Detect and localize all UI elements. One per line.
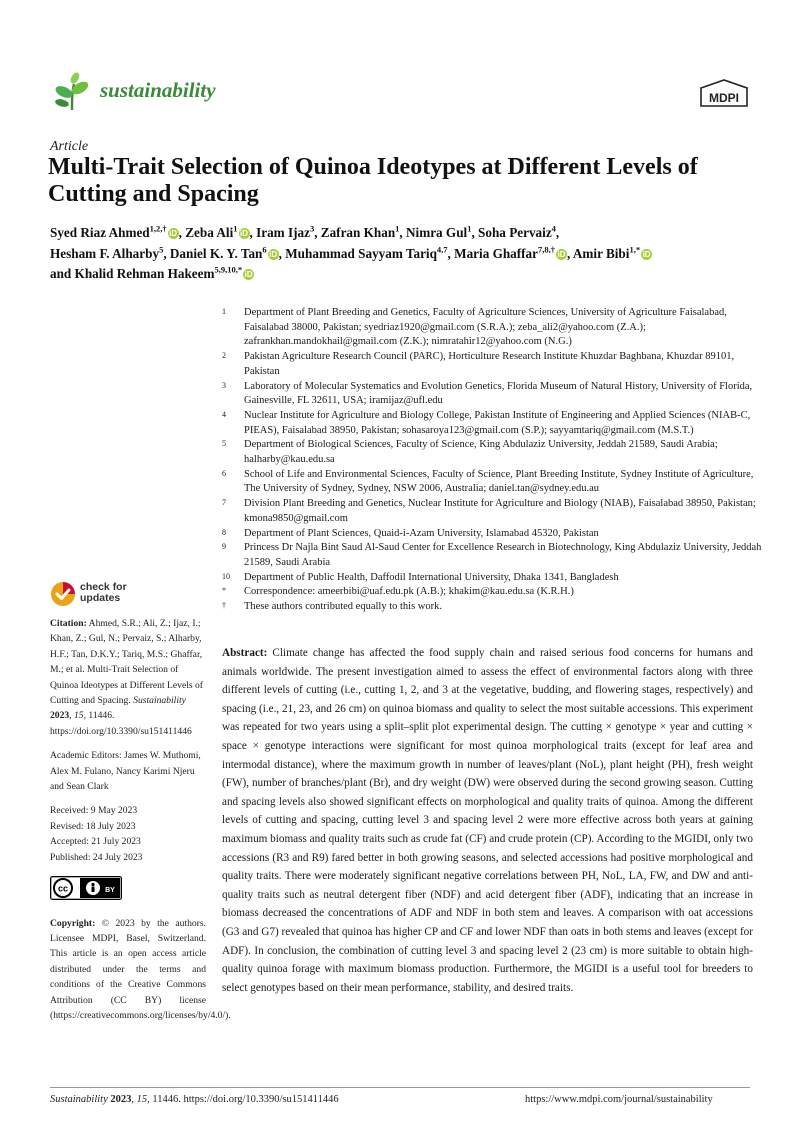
affiliation-marker: † xyxy=(222,601,226,611)
date-published: Published: 24 July 2023 xyxy=(50,851,143,863)
affiliation-text: Nuclear Institute for Agriculture and Biology College, Pakistan Institute of Engineering and Applied Sciences (NIAB-C, PIEAS), Faisalabad 38950, Pakistan; sohasaroya123@gmail.com (S.P.); sayyamtariq@gmail.com (M.S.T.) xyxy=(244,409,751,436)
author-separator: , xyxy=(555,225,560,240)
footer-divider xyxy=(50,1087,750,1088)
footer-year: 2023 xyxy=(110,1094,132,1105)
author-separator: , xyxy=(471,225,479,240)
footer-volume: 15 xyxy=(136,1094,148,1105)
author-separator: , xyxy=(447,245,455,261)
citation-volume: 15 xyxy=(73,710,84,722)
orcid-icon[interactable]: iD xyxy=(169,229,178,238)
affiliation-item xyxy=(222,306,762,350)
sidebar xyxy=(50,616,231,1032)
author-name: Maria Ghaffar xyxy=(454,245,539,261)
affiliation-item xyxy=(222,409,762,438)
affiliation-text: Department of Public Health, Daffodil International University, Dhaka 1341, Bangladesh xyxy=(244,571,619,583)
affiliation-item xyxy=(222,497,762,526)
author-name: Zafran Khan xyxy=(320,225,396,240)
orcid-icon[interactable]: iD xyxy=(642,249,651,259)
academic-editors: Academic Editors: James W. Muthomi, Alex M. Fulano, Nancy Karimi Njeru and Sean Clark xyxy=(50,750,201,793)
affiliation-item xyxy=(222,541,762,570)
affiliation-item xyxy=(222,585,762,600)
footer-doi[interactable]: , 11446. https://doi.org/10.3390/su151411446 xyxy=(147,1094,339,1105)
affiliation-item xyxy=(222,468,762,497)
author-name: Zeba Ali xyxy=(185,225,234,240)
citation-journal: Sustainability xyxy=(133,695,186,707)
author-name: Hesham F. Alharby xyxy=(50,245,160,261)
publisher-name: MDPI xyxy=(709,91,739,105)
abstract-label: Abstract: xyxy=(222,647,268,659)
author-name: Muhammad Sayyam Tariq xyxy=(285,245,437,261)
journal-logo-icon xyxy=(50,70,94,114)
author-name: Soha Pervaiz xyxy=(478,225,552,240)
footer-journal-url[interactable]: https://www.mdpi.com/journal/sustainability xyxy=(525,1094,713,1105)
citation-doi[interactable]: , 11446. https://doi.org/10.3390/su151411446 xyxy=(50,710,192,737)
check-for-updates-label[interactable] xyxy=(80,582,127,604)
affiliation-marker: 5 xyxy=(222,439,226,449)
affiliation-text: Department of Plant Breeding and Genetics, Faculty of Agriculture Sciences, University of Agriculture Faisalabad, Faisalabad 38000, Pakistan; syedriaz1920@gmail.com (S.R.A.); zeba_ali2@yahoo.com (Z.A.); zafrankhan.mandokhail@gmail.com (Z.K.); nimratahir12@yahoo.com (N.G.) xyxy=(244,307,727,348)
author-affiliation-marker: 1 xyxy=(395,223,400,234)
author-separator: , xyxy=(163,245,170,261)
date-received: Received: 9 May 2023 xyxy=(50,805,138,817)
affiliation-text: Pakistan Agriculture Research Council (PARC), Horticulture Research Institute Khuzdar Baghbana, Khuzdar 89101, Pakistan xyxy=(244,351,735,377)
footer-journal: Sustainability xyxy=(50,1094,108,1105)
affiliation-text: These authors contributed equally to this work. xyxy=(244,601,442,613)
author-name: Amir Bibi xyxy=(572,245,630,261)
author-affiliation-marker: 4,7 xyxy=(436,244,448,255)
author-affiliation-marker: 1 xyxy=(467,223,472,234)
author-separator: , xyxy=(314,225,321,240)
affiliation-marker: 2 xyxy=(222,351,226,361)
copyright-label: Copyright: xyxy=(50,917,96,929)
affiliation-marker: 3 xyxy=(222,380,226,390)
citation: Citation: Ahmed, S.R.; Ali, Z.; Ijaz, I.; Khan, Z.; Gul, N.; Pervaiz, S.; Alharby, H.F.; Tan, D.K.Y.; Tariq, M.S.; Ghaffar, M.; et al. Multi-Trait Selection of Quinoa Ideotypes at Different Levels of Cutting and Spacing. Sustainability 2023, 15, 11446. https://doi.org/10.3390/su151411446 xyxy=(50,618,204,737)
orcid-icon[interactable]: iD xyxy=(244,270,253,279)
check-updates-line1: check for xyxy=(80,581,127,593)
author-name: Daniel K. Y. Tan xyxy=(169,245,263,261)
author-affiliation-marker: 6 xyxy=(262,244,267,255)
date-accepted: Accepted: 21 July 2023 xyxy=(50,836,141,848)
author-affiliation-marker: 4 xyxy=(551,223,556,234)
orcid-icon[interactable]: iD xyxy=(557,249,566,259)
affiliation-text: Department of Biological Sciences, Faculty of Science, King Abdulaziz University, Jeddah 21589, Saudi Arabia; halharby@kau.edu.sa xyxy=(244,439,718,466)
author-affiliation-marker: 1 xyxy=(233,223,238,234)
affiliation-text: Division Plant Breeding and Genetics, Nuclear Institute for Agriculture and Biology (NIAB), Faisalabad 38950, Pakistan; kmona9850@gmail.com xyxy=(244,498,756,524)
author-affiliation-marker: 1,* xyxy=(629,244,641,255)
check-for-updates-icon[interactable] xyxy=(50,581,76,607)
author-affiliation-marker: 1,2,† xyxy=(149,223,167,234)
affiliation-text: Laboratory of Molecular Systematics and Evolution Genetics, Florida Museum of Natural History, University of Florida, Gainesville, FL 32611, USA; iramijaz@ufl.edu xyxy=(244,380,753,407)
affiliation-marker: 9 xyxy=(222,542,226,552)
check-updates-line2: updates xyxy=(80,592,121,604)
affiliation-text: Correspondence: ameerbibi@uaf.edu.pk (A.B.); khakim@kau.edu.sa (K.R.H.) xyxy=(244,586,574,598)
author-affiliation-marker: 3 xyxy=(309,223,315,234)
affiliations xyxy=(222,306,762,615)
article-title: Multi-Trait Selection of Quinoa Ideotypes at Different Levels of Cutting and Spacing xyxy=(48,154,698,207)
affiliation-marker: 7 xyxy=(222,498,226,508)
affiliation-item xyxy=(222,527,762,542)
footer-citation: Sustainability 2023, 15, 11446. https://doi.org/10.3390/su151411446 xyxy=(50,1094,339,1105)
copyright xyxy=(50,916,231,1024)
author-affiliation-marker: 7,8,† xyxy=(538,244,556,255)
affiliation-item xyxy=(222,438,762,467)
orcid-icon[interactable]: iD xyxy=(269,249,278,259)
affiliation-marker: 6 xyxy=(222,468,226,478)
affiliation-item xyxy=(222,380,762,409)
date-revised: Revised: 18 July 2023 xyxy=(50,820,136,832)
author-separator: , xyxy=(399,225,407,240)
affiliation-item xyxy=(222,600,762,615)
author-affiliation-marker: 5 xyxy=(159,244,164,255)
author-name: Iram Ijaz xyxy=(256,225,310,240)
author-separator: , xyxy=(249,225,257,240)
cc-by-label: BY xyxy=(105,887,115,895)
dates xyxy=(50,803,206,865)
author-name: Syed Riaz Ahmed xyxy=(50,225,150,240)
abstract xyxy=(222,644,753,997)
affiliation-text: Princess Dr Najla Bint Saud Al-Saud Center for Excellence Research in Biotechnology, King Abdulaziz University, Jeddah 21589, Saudi Arabia xyxy=(244,542,762,568)
article-type: Article xyxy=(50,139,89,154)
orcid-icon[interactable]: iD xyxy=(240,229,248,238)
author-name: Nimra Gul xyxy=(406,225,468,240)
publisher-logo-icon xyxy=(697,78,751,108)
author-list xyxy=(50,223,770,285)
citation-year: 2023 xyxy=(50,710,70,722)
cc-by-license-icon[interactable] xyxy=(50,876,122,900)
affiliation-text: Department of Plant Sciences, Quaid-i-Azam University, Islamabad 45320, Pakistan xyxy=(244,527,599,539)
affiliation-item xyxy=(222,571,762,586)
abstract-text: Climate change has affected the food supply chain and raised serious food concerns for humans and animals worldwide. The present investigation aimed to assess the effect of environmental factors along with three different levels of cutting (i.e., cutting 1, 2, and 3 at the vegetative, budding, and flowering stages, respectively) and spacing (i.e., 21, 23, and 26 cm) on quinoa biomass and quality to select the most suitable accessions. This experiment was repeated for two years using a split–split plot experimental design. The cutting × genotype × year and cutting × space × genotype interactions were significant for most quinoa morphological traits (except for leaf area and intermodal distance), where the maximum growth in number of leaves/plant (NoL), plant height (PH), fresh weight (FW), number of branches/plant (Br), and dry weight (DW) were observed during the second growing season. Cutting and spacing levels also showed significant effects on morphological and quality traits of quinoa. Among the different levels of cutting and spacing, cutting level 3 and spacing level 2 were more effective across both years at gaining maximum biomass and quality traits such as crude fat (CF) and crude protein (CP). According to the MGIDI, only two accessions (R3 and R9) fared better in both growing seasons, and selected accessions had positive morphological and quality traits. There were moderately significant negative correlations between PH, NoL, LA, FW, and DW and anti-quality traits such as neutral detergent fiber (NDF) and acid detergent fiber (ADF), indicating that an increase in biomass decreased the concentrations of ADF and NDF in both stem and leaves. A comparison with oat accessions (G3 and G7) revealed that quinoa has higher CP and CF and lower NDF than oats in both stems and leaves (except for ADF). In conclusion, the combination of cutting level 3 and spacing level 2 (23 cm) is more suitable to obtain high-quality quinoa forage with maximum biomass production. Furthermore, the MGIDI is a useful tool for breeders to select genotypes based on their mean performance, stability, and desired traits. xyxy=(222,647,753,994)
copyright-text: © 2023 by the authors. Licensee MDPI, Basel, Switzerland. This article is an open access article distributed under the terms and conditions of the Creative Commons Attribution (CC BY) license (https://creativecommons.org/licenses/by/4.0/). xyxy=(50,917,231,1021)
author-name: and Khalid Rehman Hakeem xyxy=(50,266,215,281)
journal-name: sustainability xyxy=(100,78,216,102)
affiliation-marker: 1 xyxy=(222,307,226,316)
citation-text: Ahmed, S.R.; Ali, Z.; Ijaz, I.; Khan, Z.; Gul, N.; Pervaiz, S.; Alharby, H.F.; Tan, D.K.Y.; Tariq, M.S.; Ghaffar, M.; et al. Multi-Trait Selection of Quinoa Ideotypes at Different Levels of Cutting and Spacing. xyxy=(50,618,204,707)
svg-text:cc: cc xyxy=(57,883,69,894)
affiliation-marker: * xyxy=(222,586,226,596)
affiliation-marker: 10 xyxy=(222,571,230,581)
author-separator: , xyxy=(567,245,573,261)
affiliation-text: School of Life and Environmental Sciences, Faculty of Science, Plant Breeding Institute, Sydney Institute of Agriculture, The University of Sydney, Sydney, NSW 2006, Australia; daniel.tan@sydney.edu.au xyxy=(244,468,754,495)
author-affiliation-marker: 5,9,10,* xyxy=(214,264,243,275)
affiliation-marker: 8 xyxy=(222,527,226,537)
affiliation-item xyxy=(222,350,762,379)
affiliation-marker: 4 xyxy=(222,409,226,419)
author-separator: , xyxy=(278,245,286,261)
citation-label: Citation: xyxy=(50,618,87,629)
author-separator: , xyxy=(178,225,186,240)
